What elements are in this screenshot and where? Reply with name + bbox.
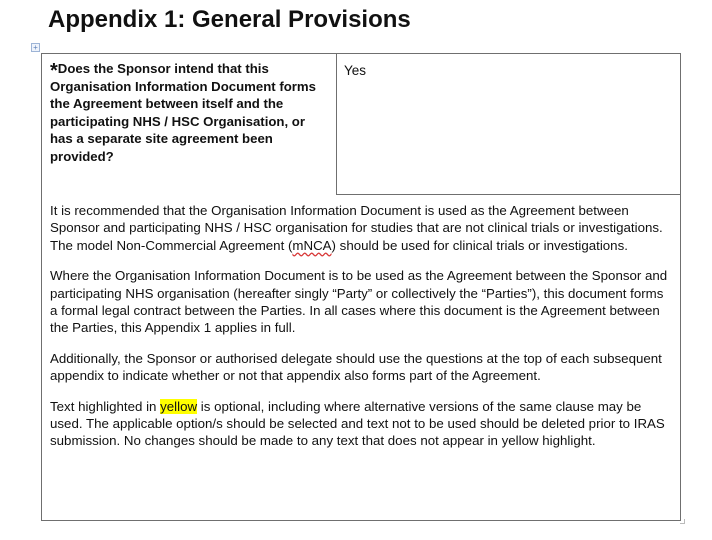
p1-text-after: ) should be used for clinical trials or investigations.: [331, 237, 628, 253]
p1-text-before: It is recommended that the Organisation Information Document is used as the Agreement between Sponsor and participating NHS / HSC organisation for studies that are not clinical trials or investigations. The model Non-Commercial Agreement (: [50, 203, 663, 253]
guidance-paragraph-2: Where the Organisation Information Document is to be used as the Agreement between the Sponsor and participating NHS organisation (hereafter singly “Party” or collectively the “Parties”), this document forms a formal legal contract between the Parties. In all cases where this document is the Agreement between the Parties, this Appendix 1 applies in full.: [50, 268, 668, 336]
p4-text-after: is optional, including where alternative versions of the same clause may be used. The applicable option/s should be selected and text not to be used should be deleted prior to IRAS submission. No changes should be made to any text that does not appear in yellow highlight.: [50, 398, 665, 449]
table-move-handle-icon[interactable]: +: [31, 43, 40, 52]
guidance-paragraph-3: Additionally, the Sponsor or authorised delegate should use the questions at the top of each subsequent appendix to indicate whether or not that appendix also forms part of the Agreement.: [50, 350, 662, 384]
spellcheck-flagged-word[interactable]: mNCA: [292, 237, 332, 253]
appendix-heading: Appendix 1: General Provisions: [48, 6, 411, 33]
answer-cell[interactable]: [336, 54, 680, 195]
yellow-highlight-word: yellow: [160, 398, 198, 414]
guidance-cell[interactable]: [42, 202, 680, 463]
guidance-paragraph-1: [50, 202, 672, 254]
question-label: Does the Sponsor intend that this Organisation Information Document forms the Agreement between itself and the participating NHS / HSC Organisation, or has a separate site agreement been provided?: [50, 61, 316, 164]
answer-value: Yes: [344, 63, 367, 78]
guidance-paragraph-4: [50, 398, 672, 450]
p4-text-before: Text highlighted in: [50, 398, 161, 414]
table-resize-handle-icon[interactable]: [680, 519, 685, 524]
question-cell[interactable]: [42, 54, 336, 195]
question-text: [50, 60, 328, 166]
required-asterisk: *: [50, 60, 58, 82]
provisions-table: [41, 53, 681, 521]
